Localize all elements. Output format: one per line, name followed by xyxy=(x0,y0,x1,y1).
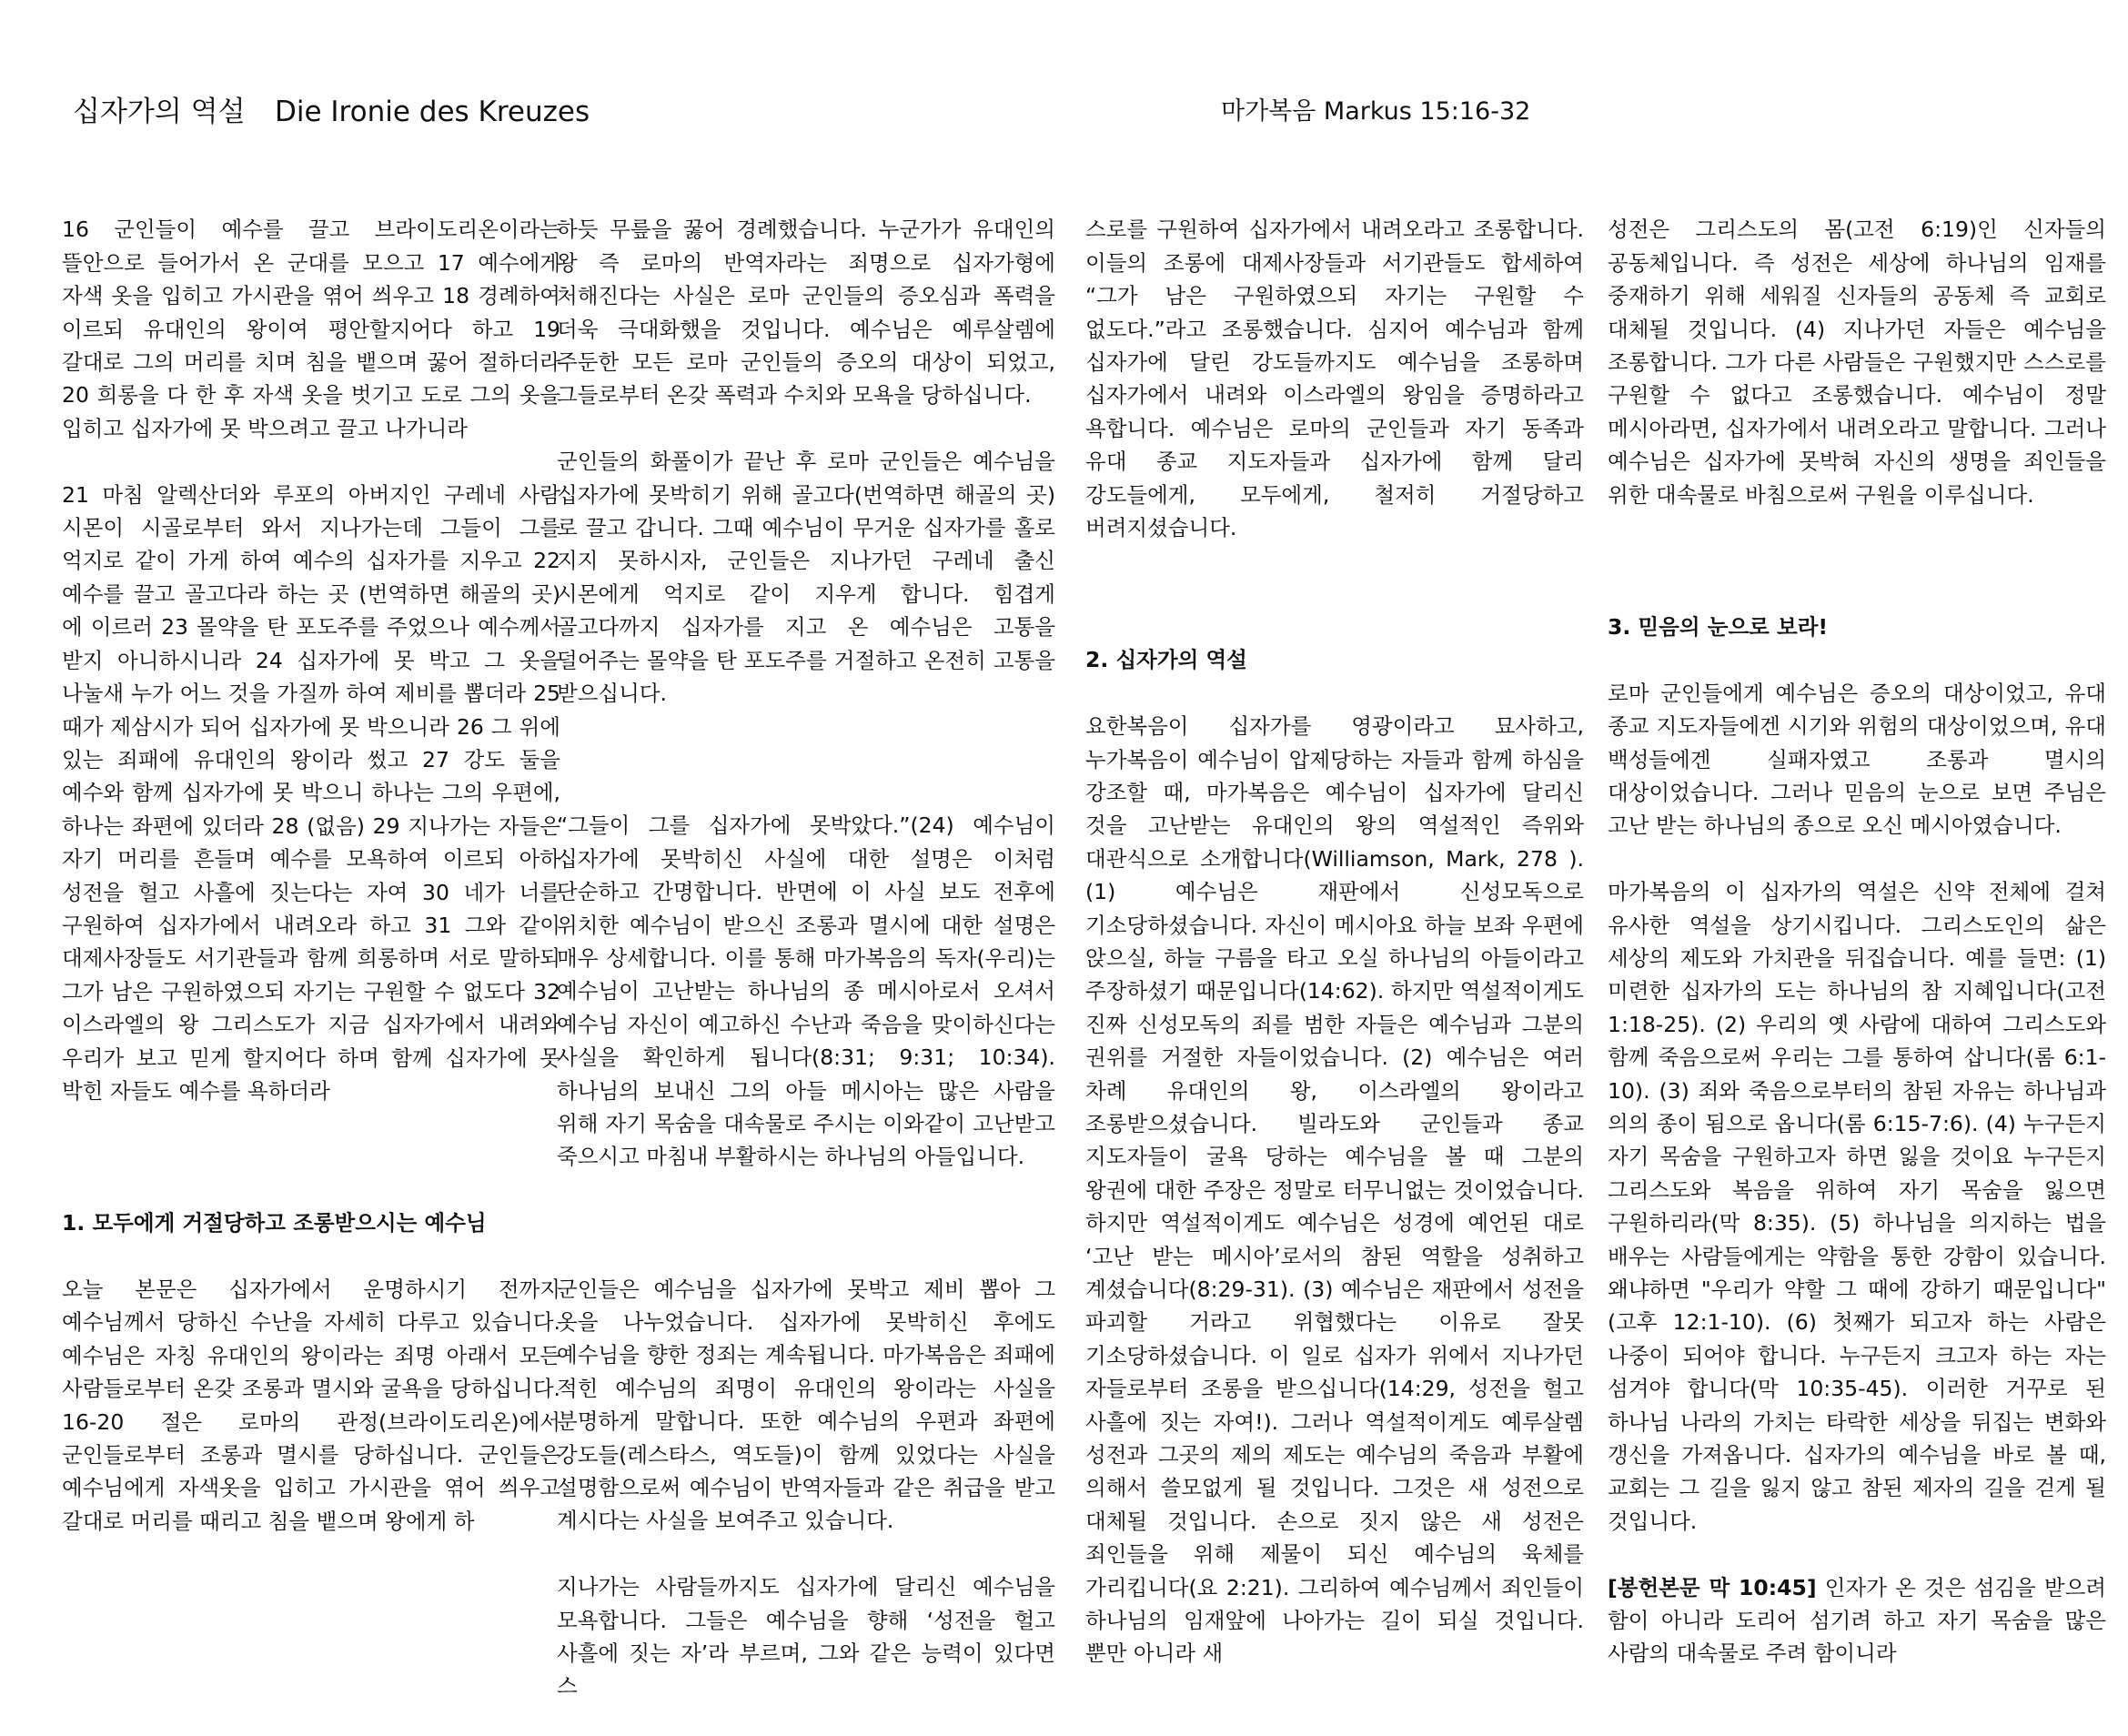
body-paragraph: 로마 군인들에게 예수님은 증오의 대상이었고, 유대 종교 지도자들에겐 시기와 위험의 대상이었으며, 유대 백성들에겐 실패자였고 조롱과 멸시의 대상이었습니다. 그러나 믿음의 눈으로 보면 주님은 고난 받는 하나님의 종으로 오신 메시아였습니다. xyxy=(1608,680,2106,839)
column-4 xyxy=(1608,180,2106,1667)
offertory-text: 인자가 온 것은 섬김을 받으려 함이 아니라 도리어 섬기려 하고 자기 목숨을 많은 사람의 대속물로 주려 함이니라 xyxy=(1608,1574,2106,1667)
spacer xyxy=(1085,578,1584,611)
body-paragraph: 군인들은 예수님을 십자가에 못박고 제비 뽑아 그 옷을 나누었습니다. 십자가에 못박히신 후에도 예수님을 향한 정죄는 계속됩니다. 마가복음은 죄패에 적힌 예수님의 죄명이 유대인의 왕이라는 사실을 분명하게 말합니다. 또한 예수님의 우편과 좌편에 강도들(레스타스, 역도들)이 함께 있었다는 사실을 설명함으로써 예수님이 반역자들과 같은 취급을 받고 계시다는 사실을 보여주고 있습니다. xyxy=(557,1276,1055,1534)
page-header xyxy=(73,89,2056,135)
body-paragraph: 마가복음의 이 십자가의 역설은 신약 전체에 걸쳐 유사한 역설을 상기시킵니다. 그리스도인의 삶은 세상의 제도와 가치관을 뒤집습니다. 예를 들면: (1) 미련한 십자가의 도는 하나님의 참 지혜입니다(고전 1:18-25). (2) 우리의 옛 사람에 대하여 그리스도와 함께 죽음으로써 우리는 그를 통하여 삽니다(롬 6:1-10). (3) 죄와 죽음으로부터의 참된 자유는 하나님과 의의 종이 됨으로 옵니다(롬 6:15-7:6). (4) 누구든지 자기 목숨을 구원하고자 하면 잃을 것이요 누구든지 그리스도와 복음을 위하여 자기 목숨을 잃으면 구원하리라(막 8:35). (5) 하나님을 의지하는 법을 배우는 사람들에게는 약함을 통한 강함이 있습니다. 왜냐하면 "우리가 약할 그 때에 강하기 때문입니다"(고후 12:1-10). (6) 첫째가 되고자 하는 사람은 나중이 되어야 합니다. 누구든지 크고자 하는 자는 섬겨야 합니다(막 10:35-45). 이러한 거꾸로 된 하나님 나라의 가치는 타락한 세상을 뒤집는 변화와 갱신을 가져옵니다. 십자가의 예수님을 바로 볼 때, 교회는 그 길을 잃지 않고 참된 제자의 길을 걷게 될 것입니다. xyxy=(1608,879,2106,1534)
body-paragraph: 하듯 무릎을 꿇어 경례했습니다. 누군가가 유대인의 왕 즉 로마의 반역자라는 죄명으로 십자가형에 처해진다는 사실은 로마 군인들의 증오심과 폭력을 더욱 극대화했을 것입니다. 예수님은 예루살렘에 주둔한 모든 로마 군인들의 증오의 대상이 되었고, 그들로부터 온갖 폭력과 수치와 모욕을 당하십니다. xyxy=(557,217,1055,409)
column-2 xyxy=(557,180,1055,1700)
body-paragraph: “그들이 그를 십자가에 못박았다.”(24) 예수님이 십자가에 못박히신 사실에 대한 설명은 이처럼 단순하고 간명합니다. 반면에 이 사실 보도 전후에 위치한 예수님이 받으신 조롱과 멸시에 대한 설명은 매우 상세합니다. 이를 통해 마가복음의 독자(우리)는 예수님이 고난받는 하나님의 종 메시아로서 오셔서 예수님 자신이 예고하신 수난과 죽음을 맞이하신다는 사실을 확인하게 됩니다(8:31; 9:31; 10:34). 하나님의 보내신 그의 아들 메시아는 많은 사람을 위해 자기 목숨을 대속물로 주시는 이와같이 고난받고 죽으시고 마침내 부활하시는 하나님의 아들입니다. xyxy=(557,812,1055,1170)
column-1 xyxy=(62,180,560,1534)
spacer xyxy=(1608,544,2106,577)
scripture-text-paragraph: 16 군인들이 예수를 끌고 브라이도리온이라는 뜰안으로 들어가서 온 군대를 모으고 17 예수에게 자색 옷을 입히고 가시관을 엮어 씌우고 18 경례하여 이르되 유대인의 왕이여 평안할지어다 하고 19 갈대로 그의 머리를 치며 침을 뱉으며 꿇어 절하더라 20 희롱을 다 한 후 자색 옷을 벗기고 도로 그의 옷을 입히고 십자가에 못 박으려고 끌고 나가니라 xyxy=(62,217,560,441)
section-heading-1: 1. 모두에게 거절당하고 조롱받으시는 예수님 xyxy=(62,1210,487,1236)
title-korean: 십자가의 역설 xyxy=(73,96,246,128)
section-heading-3: 3. 믿음의 눈으로 보라! xyxy=(1608,613,1829,640)
scripture-reference: 마가복음 Markus 15:16-32 xyxy=(1221,97,1531,126)
section-heading-2: 2. 십자가의 역설 xyxy=(1085,647,1247,673)
spacer xyxy=(62,1141,560,1174)
body-paragraph: 오늘 본문은 십자가에서 운명하시기 전까지 예수님께서 당하신 수난을 자세히 다루고 있습니다. 예수님은 자칭 유대인의 왕이라는 죄명 아래서 모든 사람들로부터 온갖 조롱과 멸시와 굴욕을 당하십니다. 16-20 절은 로마의 관정(브라이도리온)에서 군인들로부터 조롱과 멸시를 당하십니다. 군인들은 예수님에게 자색옷을 입히고 가시관을 엮어 씌우고 갈대로 머리를 때리고 침을 뱉으며 왕에게 하 xyxy=(62,1277,560,1534)
spacer xyxy=(557,1206,1055,1239)
body-paragraph: 요한복음이 십자가를 영광이라고 묘사하고, 누가복음이 예수님이 압제당하는 자들과 함께 하심을 강조할 때, 마가복음은 예수님이 십자가에 달리신 것을 고난받는 유대인의 왕의 역설적인 즉위와 대관식으로 소개합니다(Williamson, Mark, 278 ). (1) 예수님은 재판에서 신성모독으로 기소당하셨습니다. 자신이 메시아요 하늘 보좌 우편에 앉으실, 하늘 구름을 타고 오실 하나님의 아들이라고 주장하셨기 때문입니다(14:62). 하지만 역설적이게도 진짜 신성모독의 죄를 범한 자들은 예수님과 그분의 권위를 거절한 자들이었습니다. (2) 예수님은 여러 차례 유대인의 왕, 이스라엘의 왕이라고 조롱받으셨습니다. 빌라도와 군인들과 종교 지도자들이 굴욕 당하는 예수님을 볼 때 그분의 왕권에 대한 주장은 정말로 터무니없는 것이었습니다. 하지만 역설적이게도 예수님은 성경에 예언된 대로 ‘고난 받는 메시아’로서의 참된 역할을 성취하고 계셨습니다(8:29-31). (3) 예수님은 재판에서 성전을 파괴할 거라고 위협했다는 이유로 잘못 기소당하셨습니다. 이 일로 십자가 위에서 지나가던 자들로부터 조롱을 받으십니다(14:29, 성전을 헐고 사흘에 짓는 자여!). 그러나 역설적이게도 예루살렘 성전과 그곳의 제의 제도는 예수님의 죽음과 부활에 의해서 쓸모없게 될 것입니다. 그것은 새 성전으로 대체될 것입니다. 손으로 짓지 않은 새 성전은 죄인들을 위해 제물이 되신 예수님의 육체를 가리킵니다(요 2:21). 그리하여 예수님께서 죄인들이 하나님의 임재앞에 나아가는 길이 되실 것입니다. 뿐만 아니라 새 xyxy=(1085,713,1584,1667)
spacer xyxy=(557,743,1055,776)
body-paragraph: 지나가는 사람들까지도 십자가에 달리신 예수님을 모욕합니다. 그들은 예수님을 향해 ‘성전을 헐고 사흘에 짓는 자’라 부르며, 그와 같은 능력이 있다면 스 xyxy=(557,1574,1055,1700)
scripture-text-paragraph: 21 마침 알렉산더와 루포의 아버지인 구레네 사람 시몬이 시골로부터 와서 지나가는데 그들이 그를 억지로 같이 가게 하여 예수의 십자가를 지우고 22 예수를 끌고 골고다라 하는 곳 (번역하면 해골의 곳) 에 이르러 23 몰약을 탄 포도주를 주었으나 예수께서 받지 아니하시니라 24 십자가에 못 박고 그 옷을 나눌새 누가 어느 것을 가질까 하여 제비를 뽑더라 25 때가 제삼시가 되어 십자가에 못 박으니라 26 그 위에 있는 죄패에 유대인의 왕이라 썼고 27 강도 둘을 예수와 함께 십자가에 못 박으니 하나는 그의 우편에, 하나는 좌편에 있더라 28 (없음) 29 지나가는 자들은 자기 머리를 흔들며 예수를 모욕하여 이르되 아하 성전을 헐고 사흘에 짓는다는 자여 30 네가 너를 구원하여 십자가에서 내려오라 하고 31 그와 같이 대제사장들도 서기관들과 함께 희롱하며 서로 말하되 그가 남은 구원하였으되 자기는 구원할 수 없도다 32 이스라엘의 왕 그리스도가 지금 십자가에서 내려와 우리가 보고 믿게 할지어다 하며 함께 십자가에 못 박힌 자들도 예수를 욕하더라 xyxy=(62,481,560,1104)
offertory-paragraph xyxy=(1608,1571,2106,1670)
column-3 xyxy=(1085,180,1584,1667)
body-paragraph: 스로를 구원하여 십자가에서 내려오라고 조롱합니다. 이들의 조롱에 대제사장들과 서기관들도 합세하여 “그가 남은 구원하였으되 자기는 구원할 수 없도다.”라고 조롱했습니다. 심지어 예수님과 함께 십자가에 달린 강도들까지도 예수님을 조롱하며 십자가에서 내려와 이스라엘의 왕임을 증명하라고 욕합니다. 예수님은 로마의 군인들과 자기 동족과 유대 종교 지도자들과 십자가에 함께 달리 강도들에게, 모두에게, 철저히 거절당하고 버려지셨습니다. xyxy=(1085,217,1584,541)
title-german: Die Ironie des Kreuzes xyxy=(275,96,590,128)
offertory-label: [봉헌본문 막 10:45] xyxy=(1608,1574,1817,1600)
body-paragraph: 군인들의 화풀이가 끝난 후 로마 군인들은 예수님을 십자가에 못박히기 위해 골고다(번역하면 해골의 곳)로 끌고 갑니다. 그때 예수님이 무거운 십자가를 홀로 지지 못하시자, 군인들은 지나가던 구레네 출신 시몬에게 억지로 같이 지우게 합니다. 힘겹게 골고다까지 십자가를 지고 온 예수님은 고통을 덜어주는 몰약을 탄 포도주를 거절하고 온전히 고통을 받으십니다. xyxy=(557,449,1055,707)
body-paragraph: 성전은 그리스도의 몸(고전 6:19)인 신자들의 공동체입니다. 즉 성전은 세상에 하나님의 임재를 중재하기 위해 세워질 신자들의 공동체 즉 교회로 대체될 것입니다. (4) 지나가던 자들은 예수님을 조롱합니다. 그가 다른 사람들은 구원했지만 스스로를 구원할 수 없다고 조롱했습니다. 예수님이 정말 메시아라면, 십자가에서 내려오라고 말합니다. 그러나 예수님은 십자가에 못박혀 자신의 생명을 죄인들을 위한 대속물로 바침으로써 구원을 이루십니다. xyxy=(1608,217,2106,508)
